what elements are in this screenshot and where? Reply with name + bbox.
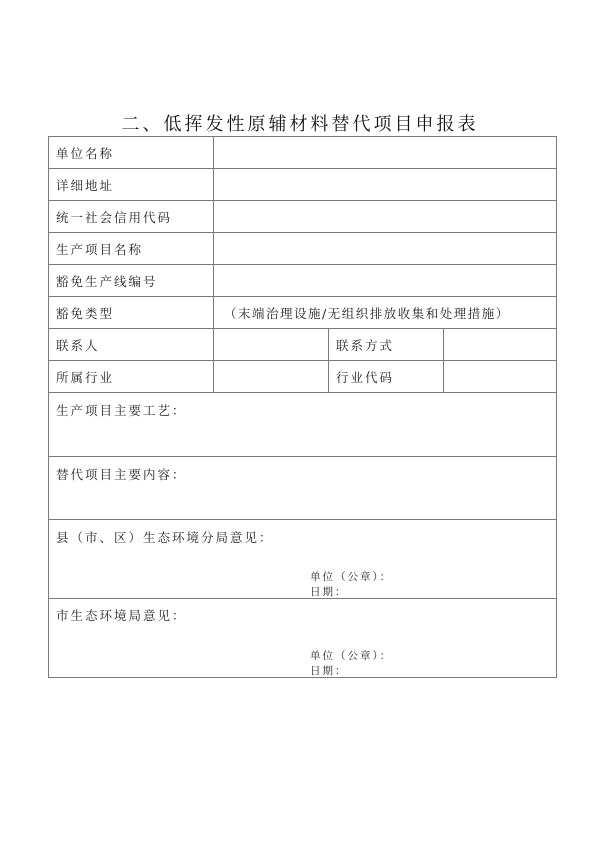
county-seal-label: 单位（公章）： <box>310 571 393 583</box>
address-field[interactable] <box>214 169 556 200</box>
row-divider <box>48 519 557 520</box>
contact-person-field[interactable] <box>214 329 328 360</box>
industry-code-field[interactable] <box>444 361 556 392</box>
replacement-content-field[interactable] <box>49 482 555 518</box>
label-contact-method: 联系方式 <box>336 338 395 353</box>
county-date-label: 日期： <box>310 586 348 598</box>
application-form-table <box>48 136 557 677</box>
label-replacement-content: 替代项目主要内容： <box>56 467 187 482</box>
table-border-right <box>556 136 557 678</box>
label-line-number: 豁免生产线编号 <box>56 274 158 289</box>
label-county-opinion: 县（市、区）生态环境分局意见： <box>56 530 274 545</box>
exemption-type-value[interactable]: （末端治理设施/无组织排放收集和处理措施） <box>224 306 510 321</box>
table-border-left <box>48 136 49 678</box>
row-divider <box>48 392 557 393</box>
city-date-label: 日期： <box>310 665 348 677</box>
form-title: 二、低挥发性原辅材料替代项目申报表 <box>121 114 479 135</box>
industry-field[interactable] <box>214 361 328 392</box>
row-divider <box>48 598 557 599</box>
label-city-opinion: 市生态环境局意见： <box>56 608 187 623</box>
line-number-field[interactable] <box>214 265 556 296</box>
label-project-name: 生产项目名称 <box>56 242 144 257</box>
label-industry-code: 行业代码 <box>336 370 395 385</box>
table-border-bottom <box>48 677 557 678</box>
label-exemption-type: 豁免类型 <box>56 306 115 321</box>
label-unit-name: 单位名称 <box>56 146 115 161</box>
unit-name-field[interactable] <box>214 137 556 168</box>
row-divider <box>48 296 557 297</box>
column-divider <box>328 328 329 392</box>
label-contact-person: 联系人 <box>56 338 100 353</box>
row-divider <box>48 456 557 457</box>
label-industry: 所属行业 <box>56 370 115 385</box>
city-seal-label: 单位（公章）： <box>310 650 393 662</box>
credit-code-field[interactable] <box>214 201 556 232</box>
label-address: 详细地址 <box>56 178 115 193</box>
label-main-process: 生产项目主要工艺： <box>56 403 187 418</box>
main-process-field[interactable] <box>49 418 555 455</box>
contact-method-field[interactable] <box>444 329 556 360</box>
label-credit-code: 统一社会信用代码 <box>56 210 173 225</box>
project-name-field[interactable] <box>214 233 556 264</box>
